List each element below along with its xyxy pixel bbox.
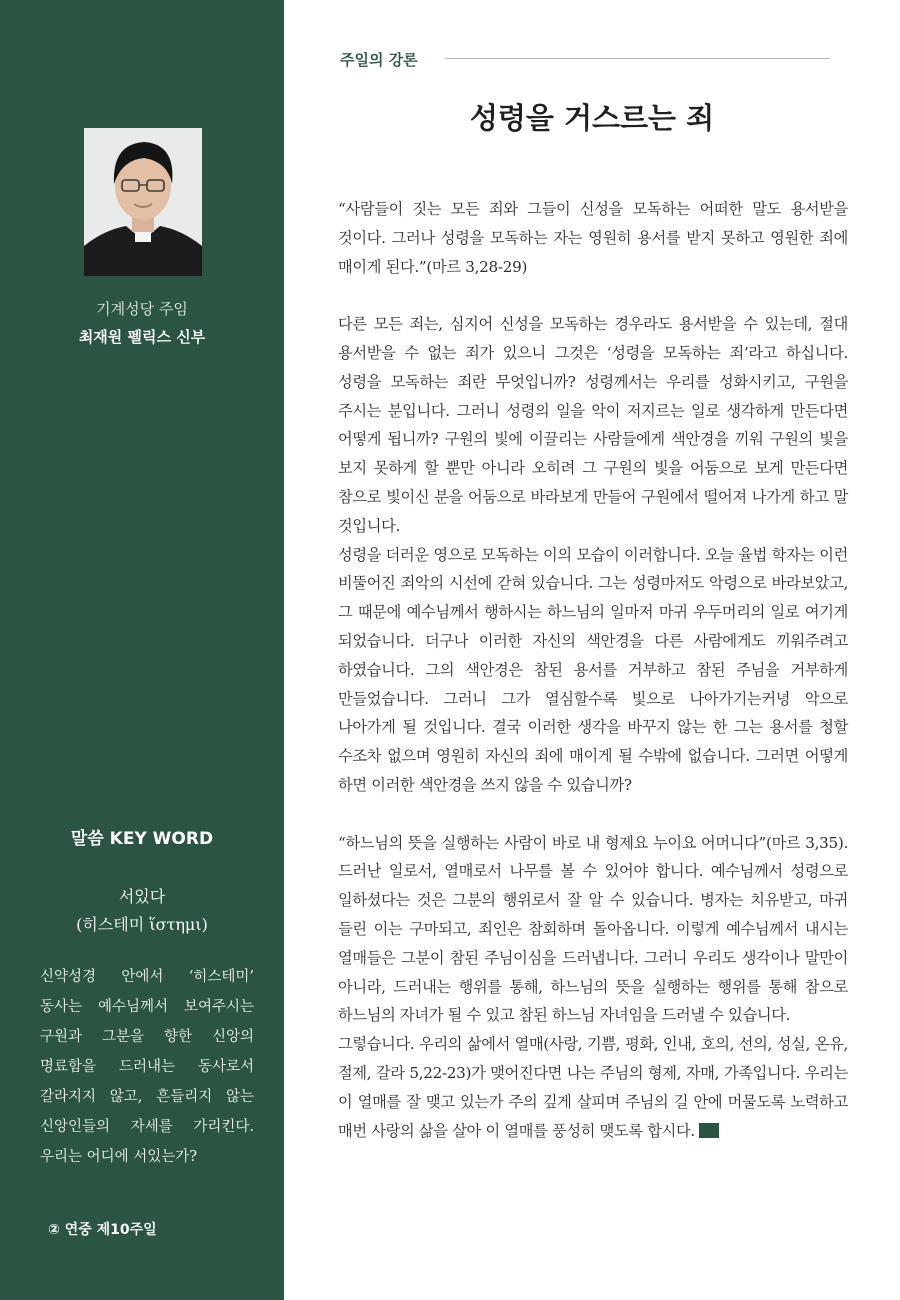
article-quote-paragraph: “사람들이 짓는 모든 죄와 그들이 신성을 모독하는 어떠한 말도 용서받을 것이다. 그러나 성령을 모독하는 자는 영원히 용서를 받지 못하고 영원한 죄에 매이게 된다.”(마르 3,28-29) [338, 200, 848, 276]
article-body [338, 195, 848, 1145]
section-divider [445, 58, 830, 59]
end-mark-icon [699, 1123, 719, 1138]
article-paragraph: 다른 모든 죄는, 심지어 신성을 모독하는 경우라도 용서받을 수 있는데, 절대 용서받을 수 없는 죄가 있으니 그것은 ‘성령을 모독하는 죄’라고 하십니다. 성령을 모독하는 죄란 무엇입니까? 성령께서는 우리를 성화시키고, 구원을 주시는 분입니다. 그러니 성령의 일을 악이 저지르는 일로 생각하게 만든다면 어떻게 됩니까? 구원의 빛에 이끌리는 사람들에게 색안경을 끼워 구원의 빛을 보지 못하게 할 뿐만 아니라 오히려 그 구원의 빛을 어둠으로 보게 만든다면 참으로 빛이신 분을 어둠으로 바라보게 만들어 구원에서 떨어져 나가게 하고 말 것입니다. [338, 315, 848, 535]
article-paragraph: “하느님의 뜻을 실행하는 사람이 바로 내 형제요 누이요 어머니다”(마르 3,35). 드러난 일로서, 열매로서 나무를 볼 수 있어야 합니다. 예수님께서 성령으로 일하셨다는 것은 그분의 행위로서 잘 알 수 있습니다. 병자는 치유받고, 마귀 들린 이는 구마되고, 죄인은 참회하며 돌아옵니다. 이렇게 예수님께서 내시는 열매들은 그분이 참된 주님이심을 드러냅니다. 그러니 우리도 생각이나 말만이 아니라, 드러내는 행위를 통해, 하느님의 뜻을 실행하는 행위를 통해 참으로 하느님의 자녀가 될 수 있고 참된 하느님 자녀임을 드러낼 수 있습니다. [338, 833, 848, 1025]
keyword-term: 서있다 [118, 887, 166, 906]
keyword-description: 신약성경 안에서 ‘히스테미’ 동사는 예수님께서 보여주시는 구원과 그분을 향한 신앙의 명료함을 드러내는 동사로서 갈라지지 않고, 흔들리지 않는 신앙인들의 자세를 가리킨다. 우리는 어디에 서있는가? [40, 969, 254, 1165]
article-title: 성령을 거스르는 죄 [469, 101, 715, 135]
article-paragraph: 성령을 더러운 영으로 모독하는 이의 모습이 이러합니다. 오늘 율법 학자는 이런 비뚤어진 죄악의 시선에 갇혀 있습니다. 그는 성령마저도 악령으로 바라보았고, 그 때문에 예수님께서 행하시는 하느님의 일마저 마귀 우두머리의 일로 여기게 되었습니다. 더구나 이러한 자신의 색안경을 다른 사람에게도 끼워주려고 하였습니다. 그의 색안경은 참된 용서를 거부하고 참된 주님을 거부하게 만들었습니다. 그러니 그가 열심할수록 빛으로 나아가기는커녕 악으로 나아가게 될 것입니다. 결국 이러한 생각을 바꾸지 않는 한 그는 용서를 청할 수조차 없으며 영원히 자신의 죄에 매이게 될 수밖에 없습니다. 그러면 어떻게 하면 이러한 색안경을 쓰지 않을 수 있습니까? [338, 545, 848, 794]
keyword-pronunciation: (히스테미 ἵστημι) [76, 915, 208, 934]
sidebar [0, 0, 284, 1300]
author-photo [84, 128, 202, 276]
keyword-heading: 말씀 KEY WORD [70, 829, 214, 849]
section-label: 주일의 강론 [340, 51, 418, 69]
author-role: 기계성당 주임 [96, 300, 188, 318]
article-final-paragraph [338, 1030, 848, 1145]
article-paragraph-text: 그렇습니다. 우리의 삶에서 열매(사랑, 기쁨, 평화, 인내, 호의, 선의, 성실, 온유, 절제, 갈라 5,22-23)가 맺어진다면 나는 주님의 형제, 자매, 가족입니다. 우리는 이 열매를 잘 맺고 있는가 주의 깊게 살피며 주님의 길 안에 머물도록 노력하고 매번 사랑의 삶을 살아 이 열매를 풍성히 맺도록 합시다. [338, 1035, 848, 1140]
author-name: 최재원 펠릭스 신부 [78, 328, 206, 346]
author-portrait-illustration [84, 128, 202, 276]
issue-label: ② 연중 제10주일 [48, 1222, 157, 1238]
